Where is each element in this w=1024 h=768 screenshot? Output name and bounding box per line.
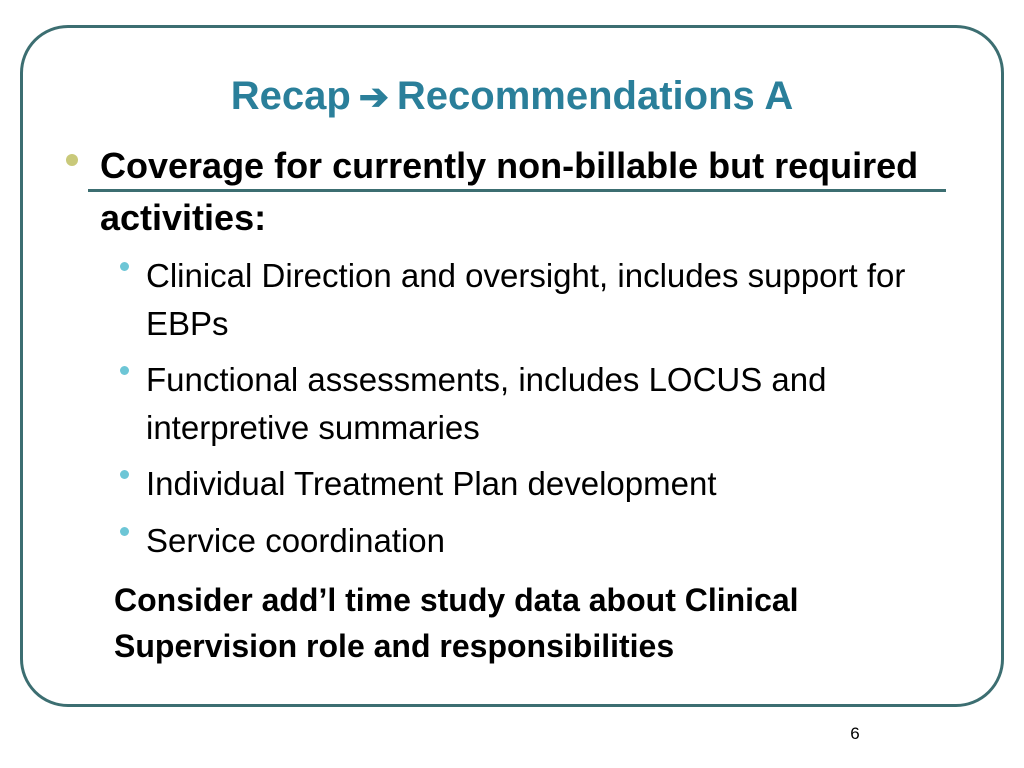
bullet-dot-icon — [120, 366, 129, 375]
sub-bullet-4 — [120, 517, 980, 565]
bullet-dot-icon — [120, 527, 129, 536]
sub-bullet-text: Clinical Direction and oversight, includes support for EBPs — [146, 257, 906, 342]
title-left: Recap — [230, 74, 351, 118]
main-bullet-text: Coverage for currently non-billable but required activities: — [100, 145, 919, 238]
title-right: Recommendations A — [396, 74, 794, 118]
sub-bullet-text: Individual Treatment Plan development — [146, 465, 717, 502]
note-text: Consider add’l time study data about Clinical Supervision role and responsibilities — [114, 582, 799, 664]
sub-bullet-2 — [120, 356, 980, 452]
sub-bullet-1 — [120, 252, 980, 348]
page-number: 6 — [850, 724, 860, 743]
slide-title — [0, 72, 1024, 121]
arrow-right-icon: ➔ — [358, 76, 389, 117]
main-bullet-dot — [66, 154, 78, 166]
sub-bullet-text: Functional assessments, includes LOCUS and interpretive summaries — [146, 361, 827, 446]
bullet-dot-icon — [120, 262, 129, 271]
sub-bullet-3 — [120, 460, 980, 508]
sub-bullet-text: Service coordination — [146, 522, 445, 559]
bullet-dot-icon — [120, 470, 129, 479]
